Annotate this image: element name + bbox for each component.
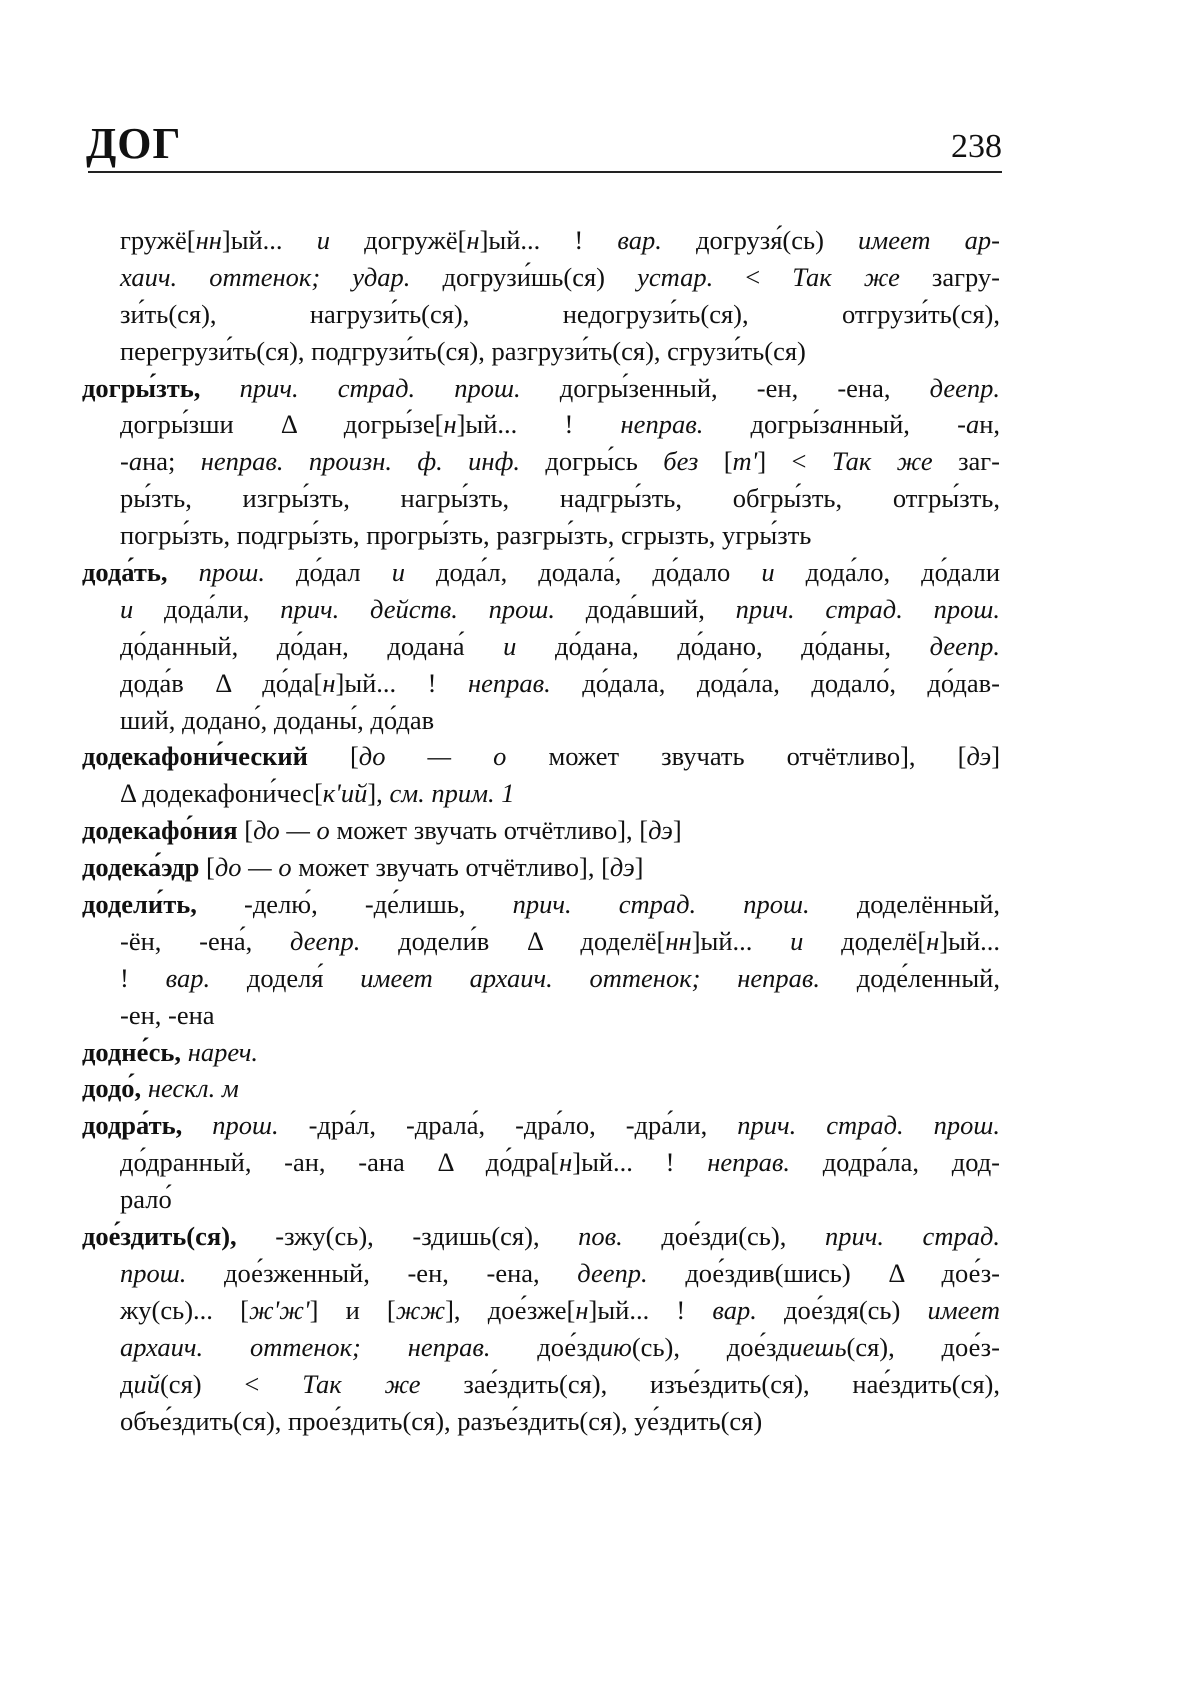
- grammar-label: прич. страд. прош.: [737, 1110, 1001, 1141]
- grammar-label: неправ.: [468, 667, 551, 698]
- grammar-label: см. прим. 1: [389, 778, 515, 809]
- entry-text: доделя́: [210, 962, 361, 993]
- grammar-label: деепр.: [577, 1257, 648, 1288]
- grammar-label: до — о: [358, 741, 507, 772]
- entry-text: может звучать отчётливо], [: [506, 741, 967, 772]
- entry-continuation-line: [82, 775, 1000, 812]
- entry-text: [181, 1037, 188, 1067]
- entry-text: дое́зженный, -ен, -ена,: [186, 1257, 578, 1288]
- entry-text: может звучать отчётливо], [: [329, 815, 649, 846]
- entry-text: дода́ло, до́дали: [774, 557, 1001, 588]
- grammar-label: Так же: [831, 446, 933, 477]
- grammar-label: прич. страд. прош.: [239, 372, 521, 403]
- entry-continuation-line: [82, 702, 1000, 739]
- entry-text: дода́ли,: [133, 593, 281, 624]
- grammar-label: жж: [395, 1294, 446, 1325]
- entry-continuation-line: [82, 1366, 1000, 1403]
- entry-text: [: [307, 741, 359, 772]
- entry-text: погры́зть, подгры́зть, прогры́зть, разгры́зть, сгрызть, угры́зть: [120, 520, 812, 551]
- grammar-label: нн: [195, 225, 222, 255]
- grammar-label: и: [391, 557, 405, 588]
- entry-text: догры́зенный, -ен, -ена,: [520, 372, 930, 403]
- entry-continuation-line: [82, 1403, 1000, 1440]
- entry-text: до́дранный, -ан, -ана Δ до́дра[: [120, 1147, 560, 1178]
- entry-text: зи́ть(ся), нагрузи́ть(ся), недогрузи́ть(ся), отгрузи́ть(ся),: [120, 298, 1000, 329]
- entry-text: ]: [991, 741, 1001, 772]
- entry-text: до́дала, дода́ла, додало́, до́дав-: [550, 667, 1000, 698]
- entry-headword-line: [82, 1070, 1000, 1107]
- grammar-label: нн: [665, 925, 692, 956]
- headword: дода́ть,: [82, 557, 168, 588]
- grammar-label: а: [128, 446, 143, 477]
- entry-text: ший, додано́, доданы́, до́дав: [120, 704, 435, 735]
- entry-text: д: [120, 1368, 134, 1399]
- entry-text: (ся) <: [159, 1368, 303, 1399]
- entry-text: на;: [142, 446, 201, 477]
- entry-text: до́данный, до́дан, додана́: [120, 630, 504, 661]
- entry-headword-line: [82, 886, 1000, 923]
- entry-text: дое́зд: [490, 1331, 600, 1362]
- grammar-label: имеет: [927, 1294, 1000, 1325]
- entry-text: ]ый...: [939, 925, 1000, 956]
- grammar-label: к'ий: [322, 778, 368, 809]
- grammar-label: прич. страд.: [824, 1221, 1000, 1252]
- entry-text: зае́здить(ся), изъе́здить(ся), нае́здить(ся),: [420, 1368, 1000, 1399]
- entry-text: [182, 1110, 212, 1140]
- entry-continuation-line: [82, 665, 1000, 702]
- entry-text: додели́в Δ доделё[: [360, 925, 666, 956]
- grammar-label: до — о: [253, 815, 330, 846]
- header-rule: [88, 171, 1002, 173]
- entry-continuation-line: [82, 517, 1000, 554]
- entry-continuation-line: [82, 1181, 1000, 1218]
- grammar-label: вар.: [165, 962, 211, 993]
- entry-text: Δ додекафони́чес[: [120, 778, 323, 809]
- grammar-label: нескл. м: [147, 1073, 239, 1104]
- grammar-label: вар.: [617, 225, 662, 255]
- headword: догры́зть,: [82, 372, 201, 403]
- grammar-label: архаич. оттенок; неправ.: [120, 1331, 491, 1362]
- entry-continuation-line: [82, 222, 1000, 259]
- entry-continuation-line: [82, 997, 1000, 1034]
- entry-text: !: [120, 962, 166, 993]
- grammar-label: неправ.: [707, 1147, 790, 1178]
- headword: додо́,: [82, 1073, 142, 1104]
- entry-headword-line: [82, 370, 1000, 407]
- entry-text: ] и [: [309, 1294, 396, 1325]
- entry-text: ры́зть, изгры́зть, нагры́зть, надгры́зть, обгры́зть, отгры́зть,: [120, 483, 1000, 514]
- grammar-label: прош.: [212, 1110, 279, 1141]
- grammar-label: неправ.: [620, 409, 704, 440]
- page-number: 238: [951, 128, 1002, 165]
- entry-text: перегрузи́ть(ся), подгрузи́ть(ся), разгрузи́ть(ся), сгрузи́ть(ся): [120, 335, 806, 366]
- grammar-label: неправ. произн. ф. инф.: [200, 446, 521, 477]
- entry-text: ]ый... !: [479, 225, 618, 255]
- entry-continuation-line: [82, 296, 1000, 333]
- grammar-label: н: [575, 1294, 589, 1325]
- entry-text: доделённый,: [809, 889, 1000, 920]
- headword: додра́ть,: [82, 1110, 183, 1141]
- entry-text: ]ый... !: [335, 667, 468, 698]
- entry-text: догрузя́(сь): [661, 225, 859, 255]
- entry-text: ]ый...: [221, 225, 317, 255]
- grammar-label: деепр.: [290, 925, 361, 956]
- grammar-label: н: [443, 409, 457, 440]
- grammar-label: прич. действ. прош.: [280, 593, 555, 624]
- grammar-label: Так же: [302, 1368, 421, 1399]
- entry-text: ]ый... !: [588, 1294, 713, 1325]
- entry-text: -ён, -ена́,: [120, 925, 291, 956]
- entry-text: -зжу(сь), -здишь(ся),: [236, 1221, 579, 1252]
- entry-text: ]: [672, 815, 682, 846]
- entry-text: додра́ла, дод-: [789, 1147, 1000, 1178]
- entry-continuation-line: [82, 480, 1000, 517]
- entry-text: -дра́л, -драла́, -дра́ло, -дра́ли,: [278, 1110, 738, 1141]
- grammar-label: иешь: [789, 1331, 847, 1362]
- entry-text: ] <: [757, 446, 832, 477]
- grammar-label: пов.: [578, 1221, 623, 1252]
- entry-text: [200, 373, 239, 403]
- entry-text: дода́вший,: [554, 593, 736, 624]
- grammar-label: т': [732, 446, 758, 477]
- entry-text: заг-: [932, 446, 1000, 477]
- entry-text: объе́здить(ся), прое́здить(ся), разъе́здить(ся), уе́здить(ся): [120, 1405, 763, 1436]
- grammar-label: дэ: [609, 852, 635, 883]
- entry-text: н,: [979, 409, 1000, 440]
- entry-text: [: [199, 852, 215, 883]
- entry-text: дода́в Δ до́да[: [120, 667, 323, 698]
- entry-text: (сь), дое́зд: [631, 1331, 790, 1362]
- entry-text: дое́здив(шись) Δ дое́з-: [647, 1257, 1000, 1288]
- entry-text: ]: [634, 852, 644, 883]
- entry-text: дое́зди(сь),: [622, 1221, 825, 1252]
- dictionary-entries: [82, 222, 1000, 1439]
- headword: додекафо́ния: [82, 815, 238, 846]
- entry-text: -делю́, -де́лишь,: [196, 889, 513, 920]
- entry-headword-line: [82, 1034, 1000, 1071]
- grammar-label: ж'ж': [248, 1294, 310, 1325]
- entry-text: догры́з: [703, 409, 830, 440]
- grammar-label: прош.: [120, 1257, 187, 1288]
- entry-text: доде́ленный,: [820, 962, 1000, 993]
- entry-headword-line: [82, 1218, 1000, 1255]
- grammar-label: и: [761, 557, 775, 588]
- entry-text: ]ый... !: [572, 1147, 708, 1178]
- entry-text: догрузи́шь(ся): [410, 261, 638, 292]
- grammar-label: без: [663, 446, 699, 477]
- grammar-label: н: [559, 1147, 573, 1178]
- grammar-label: ию: [599, 1331, 632, 1362]
- entry-continuation-line: [82, 406, 1000, 443]
- entry-text: догружё[: [329, 225, 467, 255]
- entry-text: гружё[: [120, 225, 196, 255]
- entry-headword-line: [82, 812, 1000, 849]
- grammar-label: н: [926, 925, 940, 956]
- grammar-label: дэ: [648, 815, 673, 846]
- grammar-label: и: [503, 630, 517, 661]
- grammar-label: н: [322, 667, 336, 698]
- entry-text: догры́сь: [520, 446, 664, 477]
- grammar-label: и: [120, 593, 134, 624]
- grammar-label: хаич. оттенок; удар.: [120, 261, 411, 292]
- headword: додне́сь,: [82, 1036, 182, 1067]
- entry-text: загру-: [899, 261, 1000, 292]
- guide-word: ДОГ: [86, 119, 182, 168]
- entry-continuation-line: [82, 628, 1000, 665]
- entry-text: ], дое́зже[: [445, 1294, 576, 1325]
- entry-text: ],: [367, 778, 390, 809]
- grammar-label: деепр.: [929, 630, 1000, 661]
- grammar-label: имеет ар-: [858, 225, 1000, 255]
- entry-text: (ся), дое́з-: [846, 1331, 1000, 1362]
- entry-continuation-line: [82, 259, 1000, 296]
- headword: дое́здить(ся),: [82, 1221, 237, 1252]
- entry-text: доделё[: [803, 925, 927, 956]
- grammar-label: деепр.: [929, 372, 1001, 403]
- entry-headword-line: [82, 849, 1000, 886]
- entry-continuation-line: [82, 1329, 1000, 1366]
- grammar-label: прич. страд. прош.: [512, 889, 810, 920]
- entry-text: [: [237, 815, 254, 846]
- headword: додели́ть,: [82, 889, 197, 920]
- grammar-label: ий: [133, 1368, 160, 1399]
- entry-text: до́дал: [264, 557, 392, 588]
- entry-continuation-line: [82, 591, 1000, 628]
- entry-text: до́дана, до́дано, до́даны,: [516, 630, 930, 661]
- entry-text: -ен, -ена: [120, 999, 215, 1030]
- grammar-label: нареч.: [187, 1036, 259, 1067]
- grammar-label: а: [965, 409, 980, 440]
- grammar-label: и: [790, 925, 804, 956]
- grammar-label: и: [316, 225, 330, 255]
- entry-headword-line: [82, 1107, 1000, 1144]
- headword: додекафони́ческий: [82, 741, 308, 772]
- entry-headword-line: [82, 738, 1000, 775]
- entry-text: дое́здя(сь): [756, 1294, 928, 1325]
- entry-text: ]ый...: [691, 925, 791, 956]
- entry-text: дода́л, додала́, до́дало: [404, 557, 762, 588]
- entry-text: [168, 557, 199, 587]
- grammar-label: прош.: [198, 557, 265, 588]
- entry-text: <: [713, 261, 793, 292]
- grammar-label: н: [466, 225, 480, 255]
- entry-continuation-line: [82, 1255, 1000, 1292]
- entry-continuation-line: [82, 443, 1000, 480]
- entry-text: нный, -: [842, 409, 966, 440]
- entry-text: догры́зши Δ догры́зе[: [120, 409, 444, 440]
- grammar-label: имеет архаич. оттенок; неправ.: [360, 962, 820, 993]
- entry-headword-line: [82, 554, 1000, 591]
- entry-text: [: [698, 446, 733, 477]
- entry-text: ]ый... !: [456, 409, 621, 440]
- entry-continuation-line: [82, 1144, 1000, 1181]
- grammar-label: устар.: [637, 261, 714, 292]
- grammar-label: вар.: [712, 1294, 757, 1325]
- grammar-label: а: [829, 409, 843, 440]
- grammar-label: Так же: [792, 261, 900, 292]
- entry-text: рало́: [120, 1184, 172, 1215]
- headword: додека́эдр: [82, 852, 200, 883]
- entry-text: [141, 1073, 148, 1103]
- entry-text: жу(сь)... [: [120, 1294, 249, 1325]
- entry-continuation-line: [82, 923, 1000, 960]
- grammar-label: до — о: [214, 852, 292, 883]
- entry-continuation-line: [82, 1292, 1000, 1329]
- entry-text: может звучать отчётливо], [: [291, 852, 610, 883]
- entry-text: -: [120, 446, 129, 477]
- entry-continuation-line: [82, 960, 1000, 997]
- entry-continuation-line: [82, 333, 1000, 370]
- grammar-label: прич. страд. прош.: [735, 593, 1000, 624]
- grammar-label: дэ: [966, 741, 992, 772]
